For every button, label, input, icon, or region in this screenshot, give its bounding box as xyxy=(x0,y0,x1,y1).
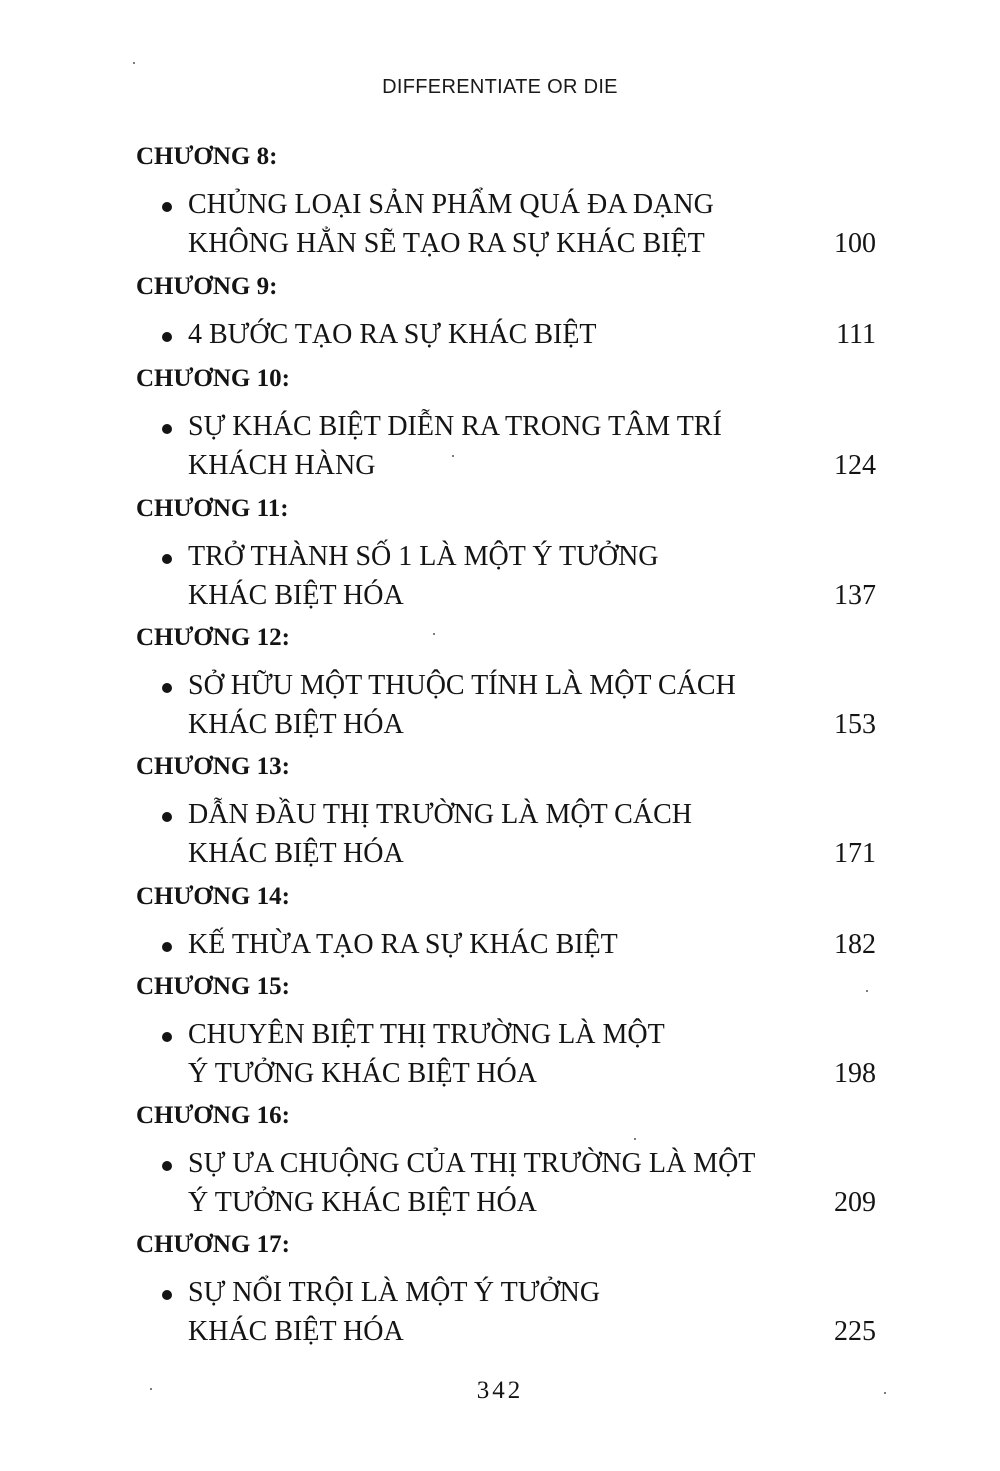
bullet-icon xyxy=(162,332,172,342)
scan-speck xyxy=(433,633,435,635)
entry-title-line: TRỞ THÀNH SỐ 1 LÀ MỘT Ý TƯỞNG xyxy=(188,541,659,572)
entry-page-number: 111 xyxy=(836,319,876,350)
entry-page-number: 209 xyxy=(834,1187,876,1218)
entry-title-line: KHÁC BIỆT HÓA xyxy=(188,580,404,611)
entry-page-number: 225 xyxy=(834,1316,876,1347)
chapter-label: CHƯƠNG 12: xyxy=(136,624,290,651)
bullet-icon xyxy=(162,1032,172,1042)
scan-speck xyxy=(133,62,135,64)
scan-speck xyxy=(866,990,868,992)
entry-page-number: 171 xyxy=(834,838,876,869)
entry-title-line: 4 BƯỚC TẠO RA SỰ KHÁC BIỆT xyxy=(188,319,597,350)
running-header-title: DIFFERENTIATE OR DIE xyxy=(382,76,618,98)
entry-page-number: 182 xyxy=(834,929,876,960)
chapter-label: CHƯƠNG 11: xyxy=(136,495,289,522)
page-number: 342 xyxy=(476,1377,524,1404)
entry-title-line: SỰ ƯA CHUỘNG CỦA THỊ TRƯỜNG LÀ MỘT xyxy=(188,1148,756,1179)
entry-page-number: 137 xyxy=(834,580,876,611)
chapter-label: CHƯƠNG 8: xyxy=(136,143,278,170)
entry-page-number: 124 xyxy=(834,450,876,481)
entry-title-line: SỰ NỔI TRỘI LÀ MỘT Ý TƯỞNG xyxy=(188,1277,601,1308)
bullet-icon xyxy=(162,812,172,822)
bullet-icon xyxy=(162,424,172,434)
entry-page-number: 198 xyxy=(834,1058,876,1089)
entry-title-line: KẾ THỪA TẠO RA SỰ KHÁC BIỆT xyxy=(188,929,618,960)
bullet-icon xyxy=(162,202,172,212)
entry-title-line: CHỦNG LOẠI SẢN PHẨM QUÁ ĐA DẠNG xyxy=(188,189,714,220)
scan-speck xyxy=(634,1138,636,1140)
entry-title-line: SỰ KHÁC BIỆT DIỄN RA TRONG TÂM TRÍ xyxy=(188,411,722,442)
entry-title-line: KHÁC BIỆT HÓA xyxy=(188,838,404,869)
entry-title-line: KHÁC BIỆT HÓA xyxy=(188,709,404,740)
entry-page-number: 153 xyxy=(834,709,876,740)
entry-title-line: Ý TƯỞNG KHÁC BIỆT HÓA xyxy=(188,1058,537,1089)
bullet-icon xyxy=(162,683,172,693)
entry-title-line: Ý TƯỞNG KHÁC BIỆT HÓA xyxy=(188,1187,537,1218)
bullet-icon xyxy=(162,942,172,952)
scan-speck xyxy=(884,1392,886,1394)
bullet-icon xyxy=(162,554,172,564)
chapter-label: CHƯƠNG 17: xyxy=(136,1231,290,1258)
entry-title-line: DẪN ĐẦU THỊ TRƯỜNG LÀ MỘT CÁCH xyxy=(188,799,692,830)
entry-title-line: KHÔNG HẲN SẼ TẠO RA SỰ KHÁC BIỆT xyxy=(188,228,705,259)
entry-title-line: KHÁCH HÀNG xyxy=(188,450,376,481)
chapter-label: CHƯƠNG 15: xyxy=(136,973,290,1000)
scan-speck xyxy=(150,1388,152,1390)
entry-page-number: 100 xyxy=(834,228,876,259)
scan-speck xyxy=(452,455,454,457)
chapter-label: CHƯƠNG 13: xyxy=(136,753,290,780)
bullet-icon xyxy=(162,1290,172,1300)
entry-title-line: KHÁC BIỆT HÓA xyxy=(188,1316,404,1347)
chapter-label: CHƯƠNG 16: xyxy=(136,1102,290,1129)
bullet-icon xyxy=(162,1161,172,1171)
chapter-label: CHƯƠNG 10: xyxy=(136,365,290,392)
chapter-label: CHƯƠNG 14: xyxy=(136,883,290,910)
entry-title-line: CHUYÊN BIỆT THỊ TRƯỜNG LÀ MỘT xyxy=(188,1019,665,1050)
chapter-label: CHƯƠNG 9: xyxy=(136,273,278,300)
entry-title-line: SỞ HỮU MỘT THUỘC TÍNH LÀ MỘT CÁCH xyxy=(188,670,736,701)
